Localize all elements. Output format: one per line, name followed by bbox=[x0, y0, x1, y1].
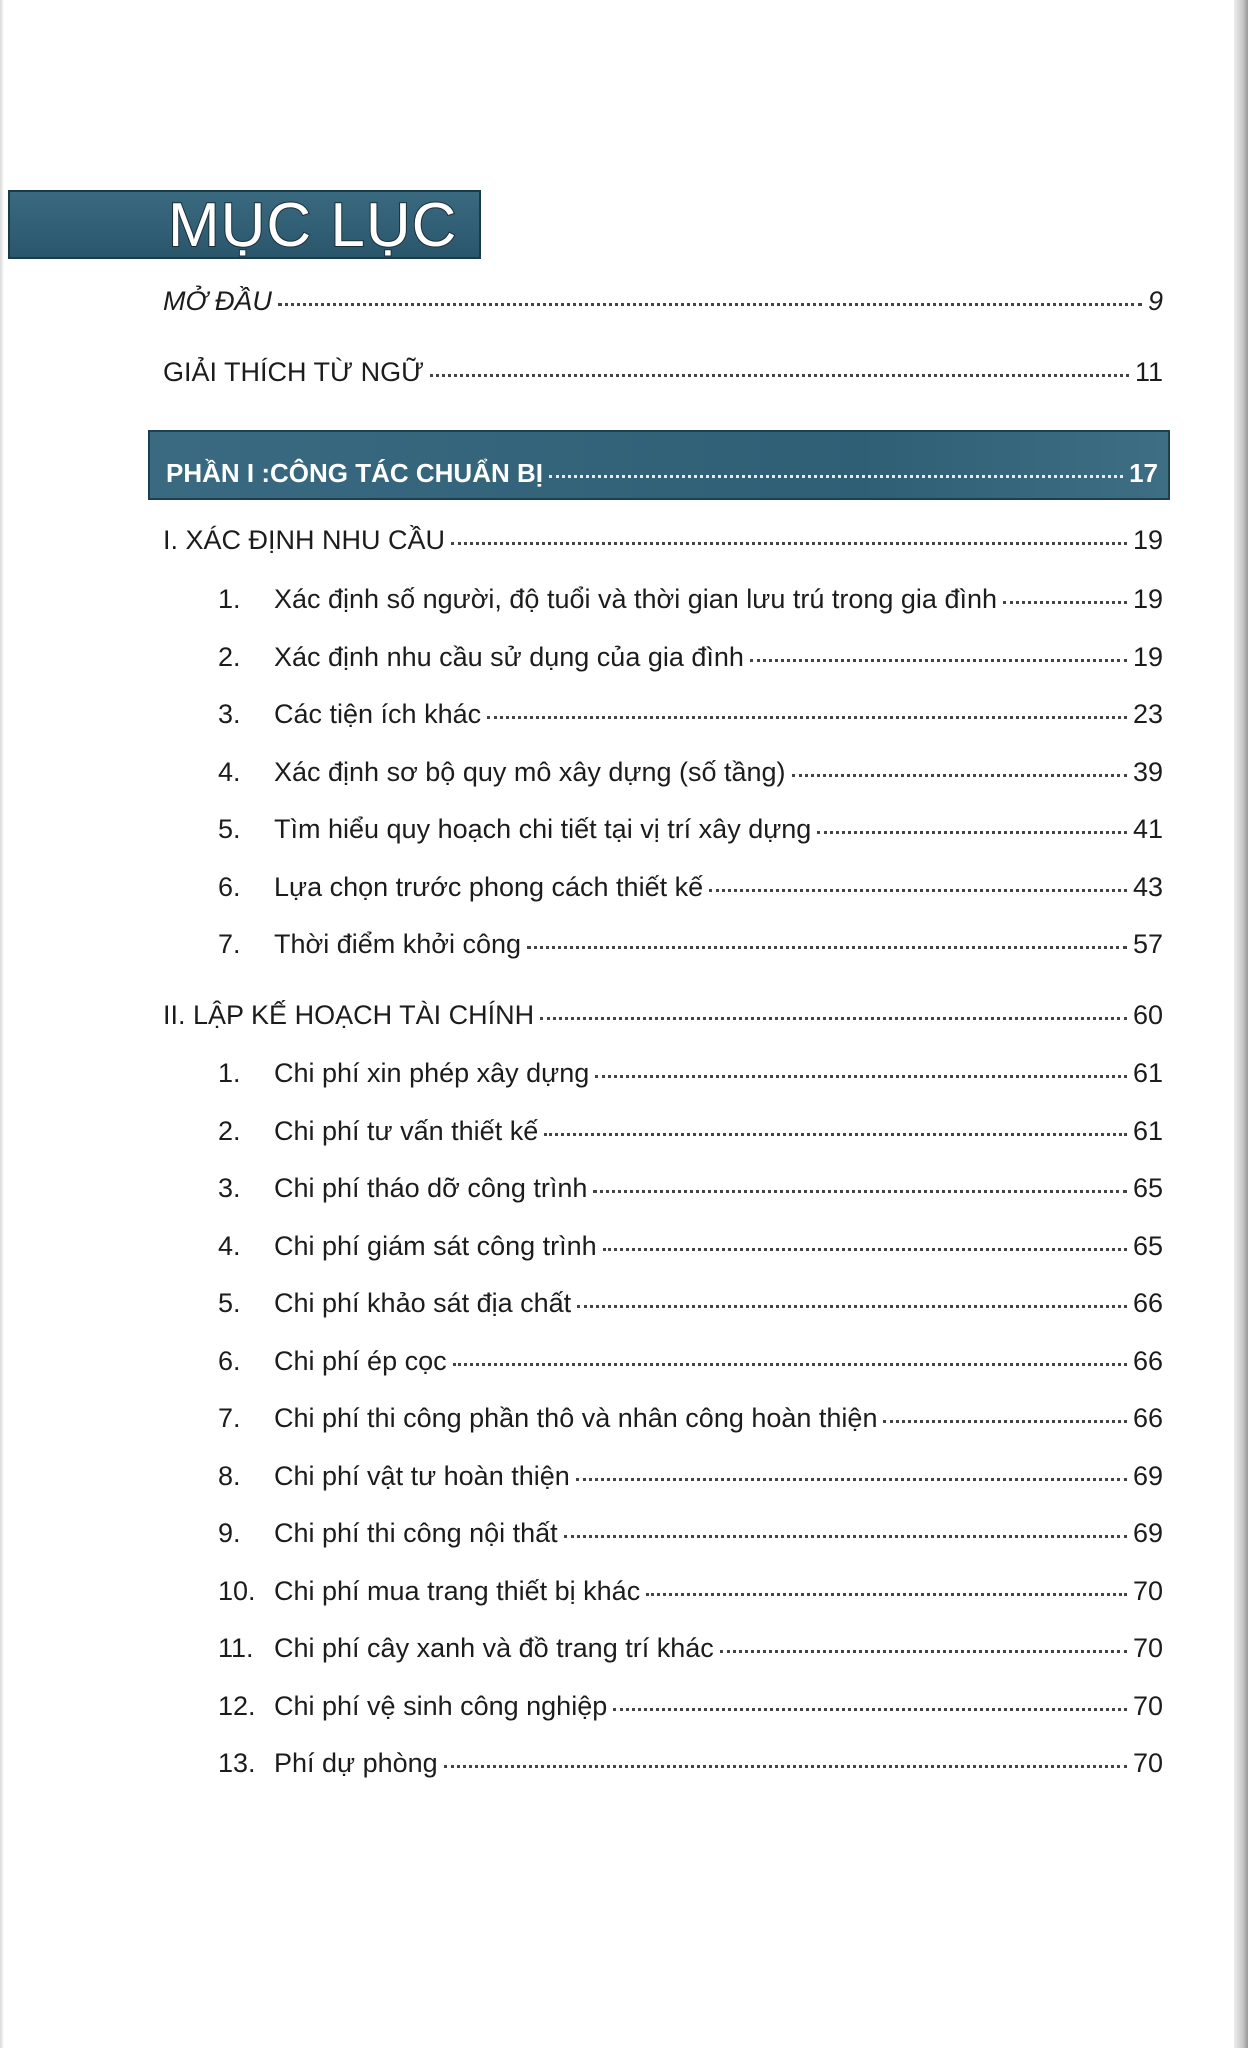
item-page: 57 bbox=[1132, 929, 1163, 959]
item-label: Xác định số người, độ tuổi và thời gian lưu trú trong gia đình bbox=[274, 584, 997, 614]
part-label: PHẦN I :CÔNG TÁC CHUẨN BỊ bbox=[166, 458, 543, 488]
item-label: Chi phí xin phép xây dựng bbox=[274, 1058, 590, 1088]
dot-leader bbox=[278, 303, 1142, 306]
item-number: 13. bbox=[218, 1748, 256, 1778]
item-label: Chi phí thi công nội thất bbox=[274, 1518, 558, 1548]
toc-item[interactable] bbox=[218, 642, 1163, 673]
item-label: Chi phí vệ sinh công nghiệp bbox=[274, 1690, 608, 1721]
toc-item[interactable] bbox=[218, 1403, 1163, 1434]
item-page: 23 bbox=[1132, 699, 1163, 729]
item-label: Tìm hiểu quy hoạch chi tiết tại vị trí xây dựng bbox=[274, 814, 812, 844]
toc-item[interactable] bbox=[218, 584, 1163, 615]
item-page: 61 bbox=[1132, 1115, 1163, 1146]
dot-leader bbox=[883, 1420, 1126, 1423]
item-page: 39 bbox=[1132, 756, 1163, 787]
item-number: 4. bbox=[218, 756, 241, 787]
item-label: Các tiện ích khác bbox=[274, 699, 482, 729]
dot-leader bbox=[595, 1075, 1127, 1078]
item-page: 65 bbox=[1132, 1230, 1163, 1261]
toc-entry-intro[interactable] bbox=[163, 286, 1163, 317]
section-page: 19 bbox=[1132, 525, 1163, 555]
item-page: 66 bbox=[1132, 1403, 1163, 1433]
item-label: Chi phí mua trang thiết bị khác bbox=[274, 1575, 641, 1606]
item-page: 70 bbox=[1132, 1575, 1163, 1606]
item-page: 19 bbox=[1132, 584, 1163, 614]
dot-leader bbox=[1003, 601, 1127, 604]
item-number: 1. bbox=[218, 584, 241, 614]
toc-item[interactable] bbox=[218, 757, 1163, 788]
dot-leader bbox=[646, 1593, 1127, 1596]
toc-item[interactable] bbox=[218, 1346, 1163, 1377]
item-page: 66 bbox=[1132, 1288, 1163, 1318]
page-title: MỤC LỤC bbox=[168, 191, 458, 260]
item-label: Xác định sơ bộ quy mô xây dựng (số tầng) bbox=[274, 756, 786, 787]
dot-leader bbox=[577, 1305, 1127, 1308]
toc-item[interactable] bbox=[218, 1173, 1163, 1204]
item-number: 7. bbox=[218, 1403, 241, 1433]
dot-leader bbox=[593, 1190, 1127, 1193]
item-page: 66 bbox=[1132, 1345, 1163, 1376]
item-label: Lựa chọn trước phong cách thiết kế bbox=[274, 871, 704, 902]
item-page: 69 bbox=[1132, 1460, 1163, 1491]
item-page: 70 bbox=[1132, 1690, 1163, 1721]
item-number: 7. bbox=[218, 929, 241, 959]
entry-label: MỞ ĐẦU bbox=[163, 286, 272, 316]
dot-leader bbox=[817, 831, 1127, 834]
entry-label: GIẢI THÍCH TỪ NGỮ bbox=[163, 357, 425, 387]
item-number: 8. bbox=[218, 1460, 241, 1491]
dot-leader bbox=[549, 475, 1123, 478]
toc-section-1[interactable] bbox=[163, 525, 1163, 556]
dot-leader bbox=[527, 946, 1127, 949]
toc-item[interactable] bbox=[218, 1691, 1163, 1722]
toc-item[interactable] bbox=[218, 1518, 1163, 1549]
dot-leader bbox=[603, 1248, 1127, 1251]
item-number: 1. bbox=[218, 1058, 241, 1088]
item-number: 10. bbox=[218, 1575, 256, 1606]
toc-entry-glossary[interactable] bbox=[163, 357, 1163, 388]
item-label: Xác định nhu cầu sử dụng của gia đình bbox=[274, 641, 744, 672]
item-label: Chi phí giám sát công trình bbox=[274, 1230, 597, 1261]
section-page: 60 bbox=[1132, 1000, 1163, 1030]
toc-item[interactable] bbox=[218, 699, 1163, 730]
part-page: 17 bbox=[1129, 458, 1158, 488]
section-label: I. XÁC ĐỊNH NHU CẦU bbox=[163, 525, 446, 555]
dot-leader bbox=[613, 1708, 1127, 1711]
dot-leader bbox=[576, 1478, 1127, 1481]
toc-item[interactable] bbox=[218, 872, 1163, 903]
item-label: Chi phí cây xanh và đồ trang trí khác bbox=[274, 1633, 714, 1663]
toc-item[interactable] bbox=[218, 1576, 1163, 1607]
toc-item[interactable] bbox=[218, 1633, 1163, 1664]
item-page: 69 bbox=[1132, 1518, 1163, 1548]
item-page: 19 bbox=[1132, 641, 1163, 672]
item-page: 65 bbox=[1132, 1173, 1163, 1203]
dot-leader bbox=[444, 1765, 1127, 1768]
page-binding-edge bbox=[1234, 0, 1248, 2048]
item-number: 11. bbox=[218, 1633, 254, 1663]
item-number: 3. bbox=[218, 1173, 241, 1203]
item-label: Chi phí tư vấn thiết kế bbox=[274, 1115, 539, 1146]
toc-section-2[interactable] bbox=[163, 1000, 1163, 1031]
item-number: 2. bbox=[218, 1115, 241, 1146]
toc-item[interactable] bbox=[218, 1231, 1163, 1262]
toc-item[interactable] bbox=[218, 1461, 1163, 1492]
dot-leader bbox=[709, 889, 1127, 892]
section-label: II. LẬP KẾ HOẠCH TÀI CHÍNH bbox=[163, 1000, 535, 1030]
entry-page: 11 bbox=[1134, 357, 1163, 387]
dot-leader bbox=[720, 1650, 1127, 1653]
item-number: 2. bbox=[218, 641, 241, 672]
item-page: 61 bbox=[1132, 1058, 1163, 1088]
item-number: 9. bbox=[218, 1518, 241, 1548]
item-number: 6. bbox=[218, 871, 241, 902]
page-left-edge bbox=[0, 0, 4, 2048]
item-page: 41 bbox=[1132, 814, 1163, 844]
toc-item[interactable] bbox=[218, 1058, 1163, 1089]
item-label: Chi phí thi công phần thô và nhân công hoàn thiện bbox=[274, 1403, 878, 1433]
item-number: 5. bbox=[218, 1288, 241, 1318]
dot-leader bbox=[451, 542, 1127, 545]
dot-leader bbox=[792, 774, 1127, 777]
toc-item[interactable] bbox=[218, 1116, 1163, 1147]
item-number: 3. bbox=[218, 699, 241, 729]
item-number: 5. bbox=[218, 814, 241, 844]
item-label: Chi phí vật tư hoàn thiện bbox=[274, 1460, 570, 1491]
item-page: 70 bbox=[1132, 1633, 1163, 1663]
item-page: 43 bbox=[1132, 871, 1163, 902]
toc-item[interactable] bbox=[218, 1748, 1163, 1779]
dot-leader bbox=[544, 1133, 1127, 1136]
toc-item[interactable] bbox=[218, 814, 1163, 845]
item-label: Phí dự phòng bbox=[274, 1748, 438, 1778]
part-heading bbox=[166, 458, 1158, 489]
part-heading-bar[interactable] bbox=[148, 430, 1170, 500]
item-number: 6. bbox=[218, 1345, 241, 1376]
dot-leader bbox=[564, 1535, 1127, 1538]
item-label: Thời điểm khởi công bbox=[274, 929, 522, 959]
item-label: Chi phí khảo sát địa chất bbox=[274, 1288, 572, 1318]
item-page: 70 bbox=[1132, 1748, 1163, 1778]
item-label: Chi phí ép cọc bbox=[274, 1345, 447, 1376]
item-number: 12. bbox=[218, 1690, 256, 1721]
dot-leader bbox=[750, 659, 1127, 662]
dot-leader bbox=[453, 1363, 1127, 1366]
toc-item[interactable] bbox=[218, 1288, 1163, 1319]
item-label: Chi phí tháo dỡ công trình bbox=[274, 1173, 588, 1203]
item-number: 4. bbox=[218, 1230, 241, 1261]
toc-item[interactable] bbox=[218, 929, 1163, 960]
dot-leader bbox=[487, 716, 1127, 719]
dot-leader bbox=[540, 1017, 1127, 1020]
dot-leader bbox=[430, 374, 1129, 377]
entry-page: 9 bbox=[1147, 286, 1163, 316]
